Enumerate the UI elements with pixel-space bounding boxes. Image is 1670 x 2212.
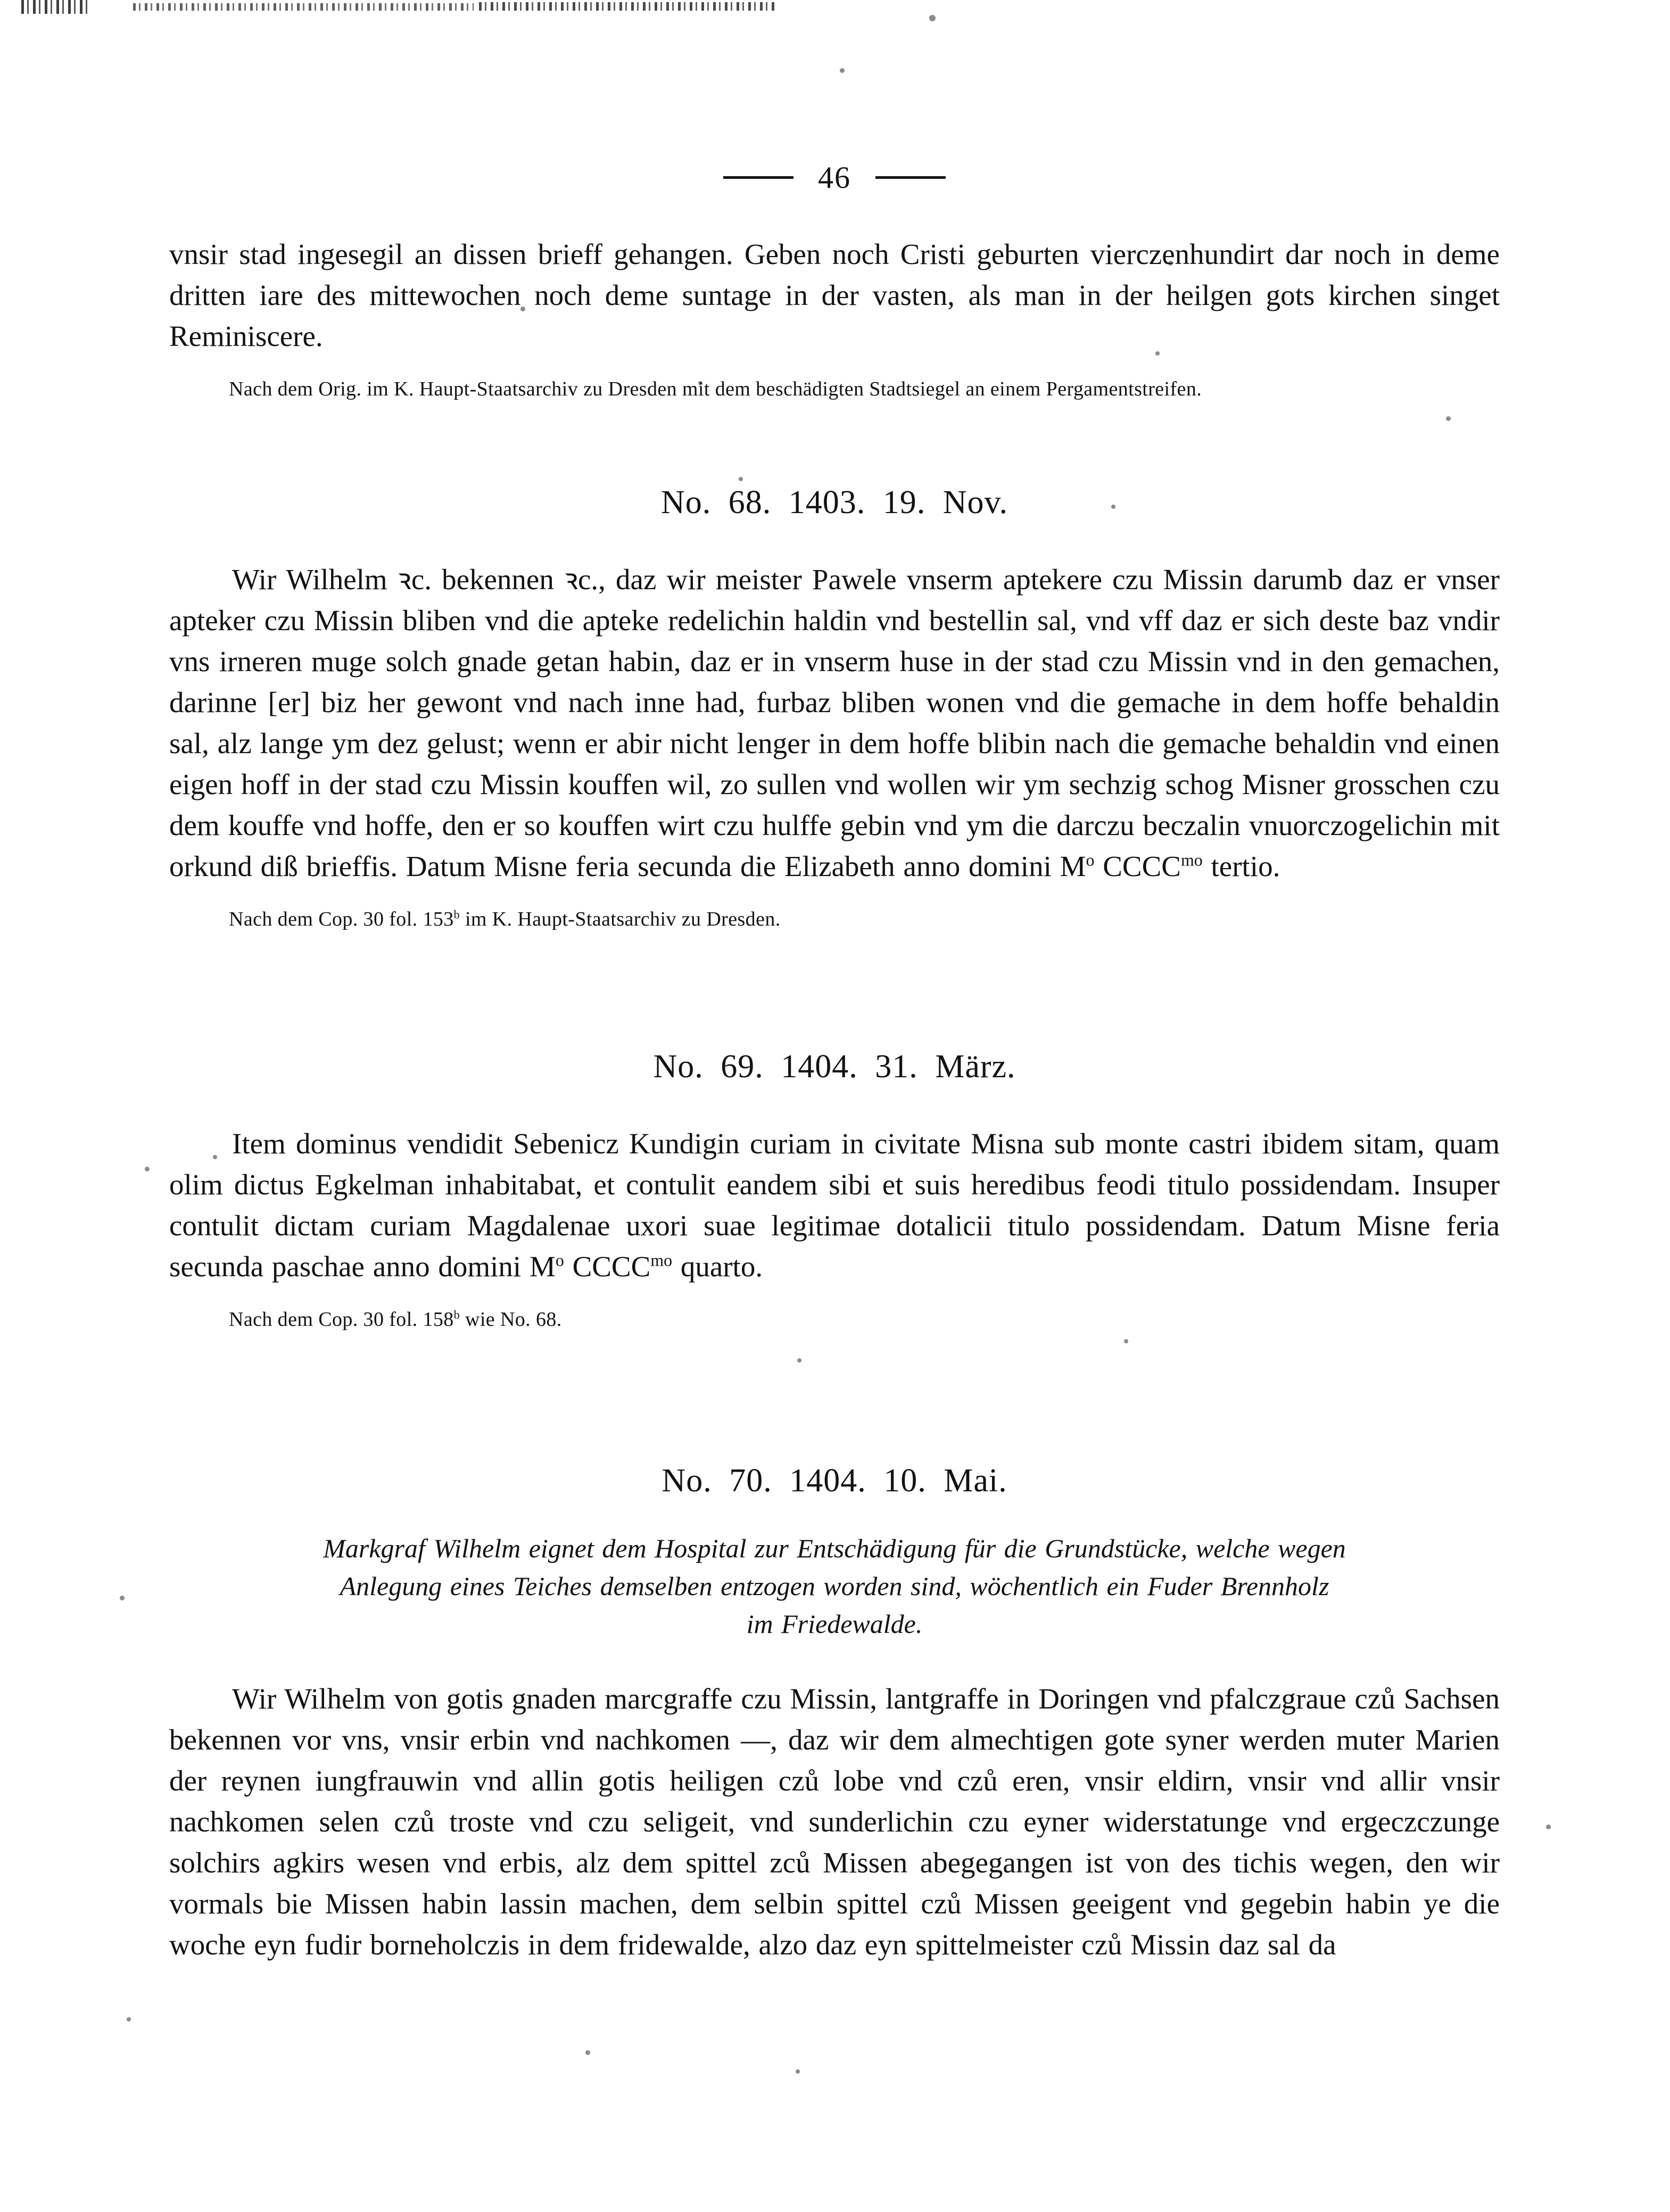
roman-date-69-cccc: CCCC <box>564 1250 651 1283</box>
source-note-69-folio-sup: b <box>453 1308 460 1322</box>
continued-entry-body: vnsir stad ingesegil an dissen brieff gehangen. Geben noch Cristi geburten vierczenhundirt dar noch in deme dritten iare des mittewochen noch deme suntage in der vasten, als man in der heilgen gots kirchen singet Reminiscere. <box>169 238 1500 352</box>
text-column <box>169 0 1500 1965</box>
roman-date-68-ordinal: tertio. <box>1202 850 1280 883</box>
header-rule-left <box>723 176 793 179</box>
regest-line-2: Anlegung eines Teiches demselben entzogen worden sind, wöchentlich ein Fuder Brennholz <box>340 1571 1329 1602</box>
roman-date-68 <box>1060 850 1280 882</box>
continued-entry-source-note: Nach dem Orig. im K. Haupt-Staatsarchiv zu Dresden mit dem beschädigten Stadtsiegel an einem Pergamentstreifen. <box>229 378 1202 400</box>
regest-line-3: im Friedewalde. <box>746 1609 923 1639</box>
document-heading-70: No. 70. 1404. 10. Mai. <box>662 1463 1007 1499</box>
folio-number: 46 <box>818 160 851 195</box>
scan-speck <box>145 1167 150 1171</box>
page-header <box>169 160 1500 195</box>
roman-date-68-cccc: CCCC <box>1094 850 1181 883</box>
roman-date-69-sup-mo: mo <box>650 1251 673 1270</box>
document-regest-70 <box>169 1530 1500 1643</box>
scan-speck <box>120 1596 125 1600</box>
roman-date-69-ordinal: quarto. <box>672 1250 763 1283</box>
roman-date-69-m: M <box>529 1250 556 1283</box>
regest-line-1: Markgraf Wilhelm eignet dem Hospital zur Entschädigung für die Grundstücke, welche wegen <box>323 1533 1346 1564</box>
document-source-note-68 <box>169 905 1500 934</box>
scan-speck <box>1546 1825 1551 1829</box>
header-rule-right <box>875 176 946 179</box>
scan-speck <box>796 2069 800 2074</box>
scan-speck <box>127 2017 131 2021</box>
roman-date-69-sup-o: o <box>555 1251 564 1270</box>
scan-artifact-left <box>21 0 90 14</box>
source-note-69-prefix: Nach dem Cop. 30 fol. 158 <box>229 1308 454 1331</box>
document-source-note-69 <box>169 1305 1500 1334</box>
document-heading-68: No. 68. 1403. 19. Nov. <box>660 484 1008 521</box>
roman-date-68-m: M <box>1060 850 1086 883</box>
document-body-70: Wir Wilhelm von gotis gnaden marcgraffe czu Missin, lantgraffe in Doringen vnd pfalczgraue czů Sachsen bekennen vor vns, vnsir erbin vnd nachkomen —, daz wir dem almechtigen gote syner werden muter Marien der reynen iungfrauwin vnd allin gotis heiligen czů lobe vnd czů eren, vnsir eldirn, vnsir vnd allir vnsir nachkomen selen czů troste vnd czu seligeit, vnd sunderlichin czu eyner widerstatunge vnd ergeczczunge solchirs agkirs wesen vnd erbis, alz dem spittel zců Missen abegegangen ist von des tichis wegen, den wir vormals bie Missen habin lassin machen, dem selbin spittel czů Missen geeigent vnd gegebin habin ye die woche eyn fudir borneholczis in dem fridewalde, alzo daz eyn spittelmeister czů Missin daz sal da <box>169 1682 1500 1961</box>
roman-date-68-sup-o: o <box>1086 851 1095 870</box>
source-note-68-prefix: Nach dem Cop. 30 fol. 153 <box>229 908 454 931</box>
roman-date-68-sup-mo: mo <box>1180 851 1203 870</box>
document-heading-69: No. 69. 1404. 31. März. <box>653 1049 1016 1085</box>
document-body-69-text: Item dominus vendidit Sebenicz Kundigin curiam in civitate Misna sub monte castri ibidem sitam, quam olim dictus Egkelman inhabitabat, et contulit eandem sibi et suis heredibus feodi titulo possidendam. Insuper contulit dictam curiam Magdalenae uxori suae legitimae dotalicii titulo possidendam. Datum Misne feria secunda paschae anno domini <box>169 1127 1500 1283</box>
document-body-68 <box>169 559 1500 887</box>
source-note-68-suffix: im K. Haupt-Staatsarchiv zu Dresden. <box>460 908 781 931</box>
source-note-69-suffix: wie No. 68. <box>460 1308 562 1331</box>
source-note-68-folio-sup: b <box>453 907 460 921</box>
document-body-68-text: Wir Wilhelm ꝛc. bekennen ꝛc., daz wir meister Pawele vnserm aptekere czu Missin darumb daz er vnser apteker czu Missin bliben vnd die apteke redelichin haldin vnd bestellin sal, vnd vff daz er sich deste baz vndir vns irneren muge solch gnade getan habin, daz er in vnserm huse in der stad czu Missin vnd in den gemachen, darinne [er] biz her gewont vnd nach inne had, furbaz bliben wonen vnd die gemache in dem hoffe behaldin sal, alz lange ym dez gelust; wenn er abir nicht lenger in dem hoffe blibin nach die gemache behaldin vnd einen eigen hoff in der stad czu Missin kouffen wil, zo sullen vnd wollen wir ym sechzig schog Misner grosschen czu dem kouffe vnd hoffe, den er so kouffen wirt czu hulffe gebin vnd ym die darczu beczalin vnuorczogelichin mit orkund diß brieffis. Datum Misne feria secunda die Elizabeth anno domini <box>169 563 1500 883</box>
scan-speck <box>585 2050 590 2055</box>
document-body-69 <box>169 1123 1500 1287</box>
roman-date-69 <box>530 1250 763 1283</box>
